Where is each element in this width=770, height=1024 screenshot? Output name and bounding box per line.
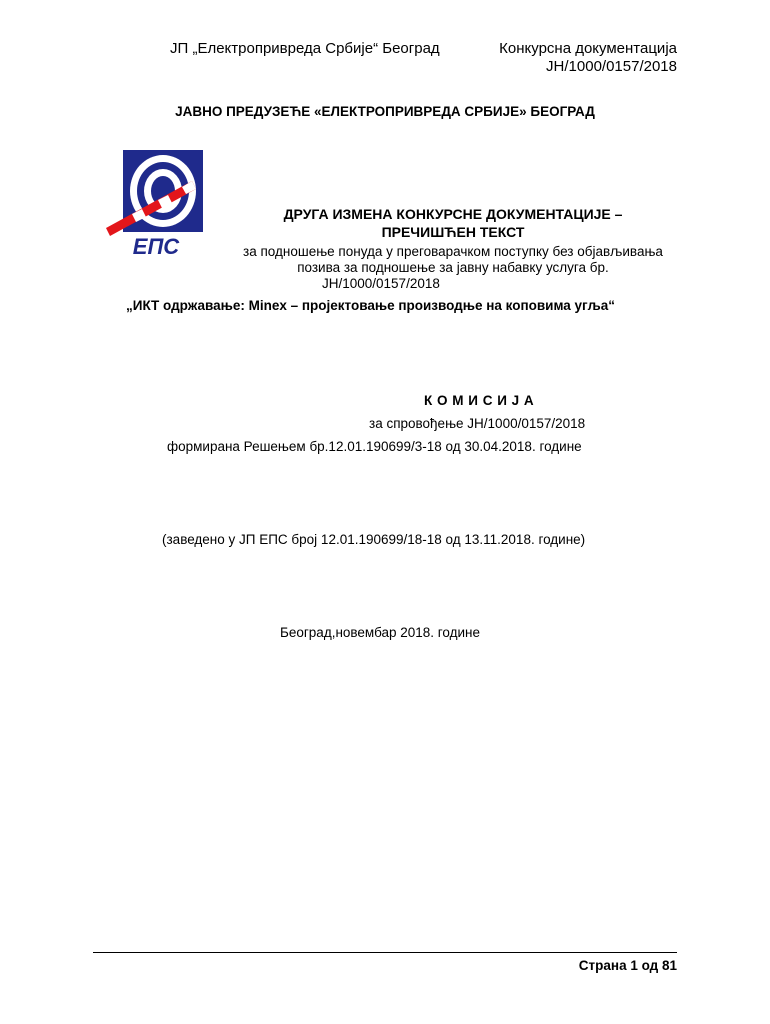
place-date: Београд,новембар 2018. године	[280, 625, 481, 640]
eps-logo-text: ЕПС	[132, 234, 180, 259]
document-title-line2: ПРЕЧИШЋЕН ТЕКСТ	[381, 224, 525, 240]
subtitle-line1: за подношење понуда у преговарачком поступку без објављивања	[243, 244, 663, 259]
footer-divider	[93, 952, 677, 953]
header-right-line2: ЈН/1000/0157/2018	[546, 58, 677, 75]
company-title: ЈАВНО ПРЕДУЗЕЋЕ «ЕЛЕКТРОПРИВРЕДА СРБИЈЕ» БЕОГРАД	[175, 104, 595, 119]
header-left: ЈП „Електропривреда Србије“ Београд	[170, 40, 440, 57]
registration-note: (заведено у ЈП ЕПС број 12.01.190699/18-18 од 13.11.2018. године)	[162, 532, 586, 547]
document-subtitle	[220, 244, 686, 276]
header-right-line1: Конкурсна документација	[499, 40, 677, 57]
subtitle-line3: ЈН/1000/0157/2018	[322, 276, 440, 291]
commission-line2: формирана Решењем бр.12.01.190699/3-18 од 30.04.2018. године	[167, 439, 582, 454]
document-title-line1: ДРУГА ИЗМЕНА КОНКУРСНЕ ДОКУМЕНТАЦИЈЕ –	[283, 206, 623, 222]
eps-logo-icon	[104, 148, 208, 260]
header-right	[499, 40, 677, 76]
eps-logo	[104, 148, 208, 260]
commission-line1: за спровођење ЈН/1000/0157/2018	[369, 416, 586, 431]
document-title	[230, 205, 676, 241]
subtitle-line2: позива за подношење за јавну набавку услуга бр.	[297, 260, 609, 275]
procurement-subject: „ИКТ одржавање: Minex – пројектовање производње на коповима угља“	[126, 298, 616, 313]
page-number: Страна 1 од 81	[578, 958, 677, 973]
commission-heading: К О М И С И Ј А	[424, 393, 535, 408]
